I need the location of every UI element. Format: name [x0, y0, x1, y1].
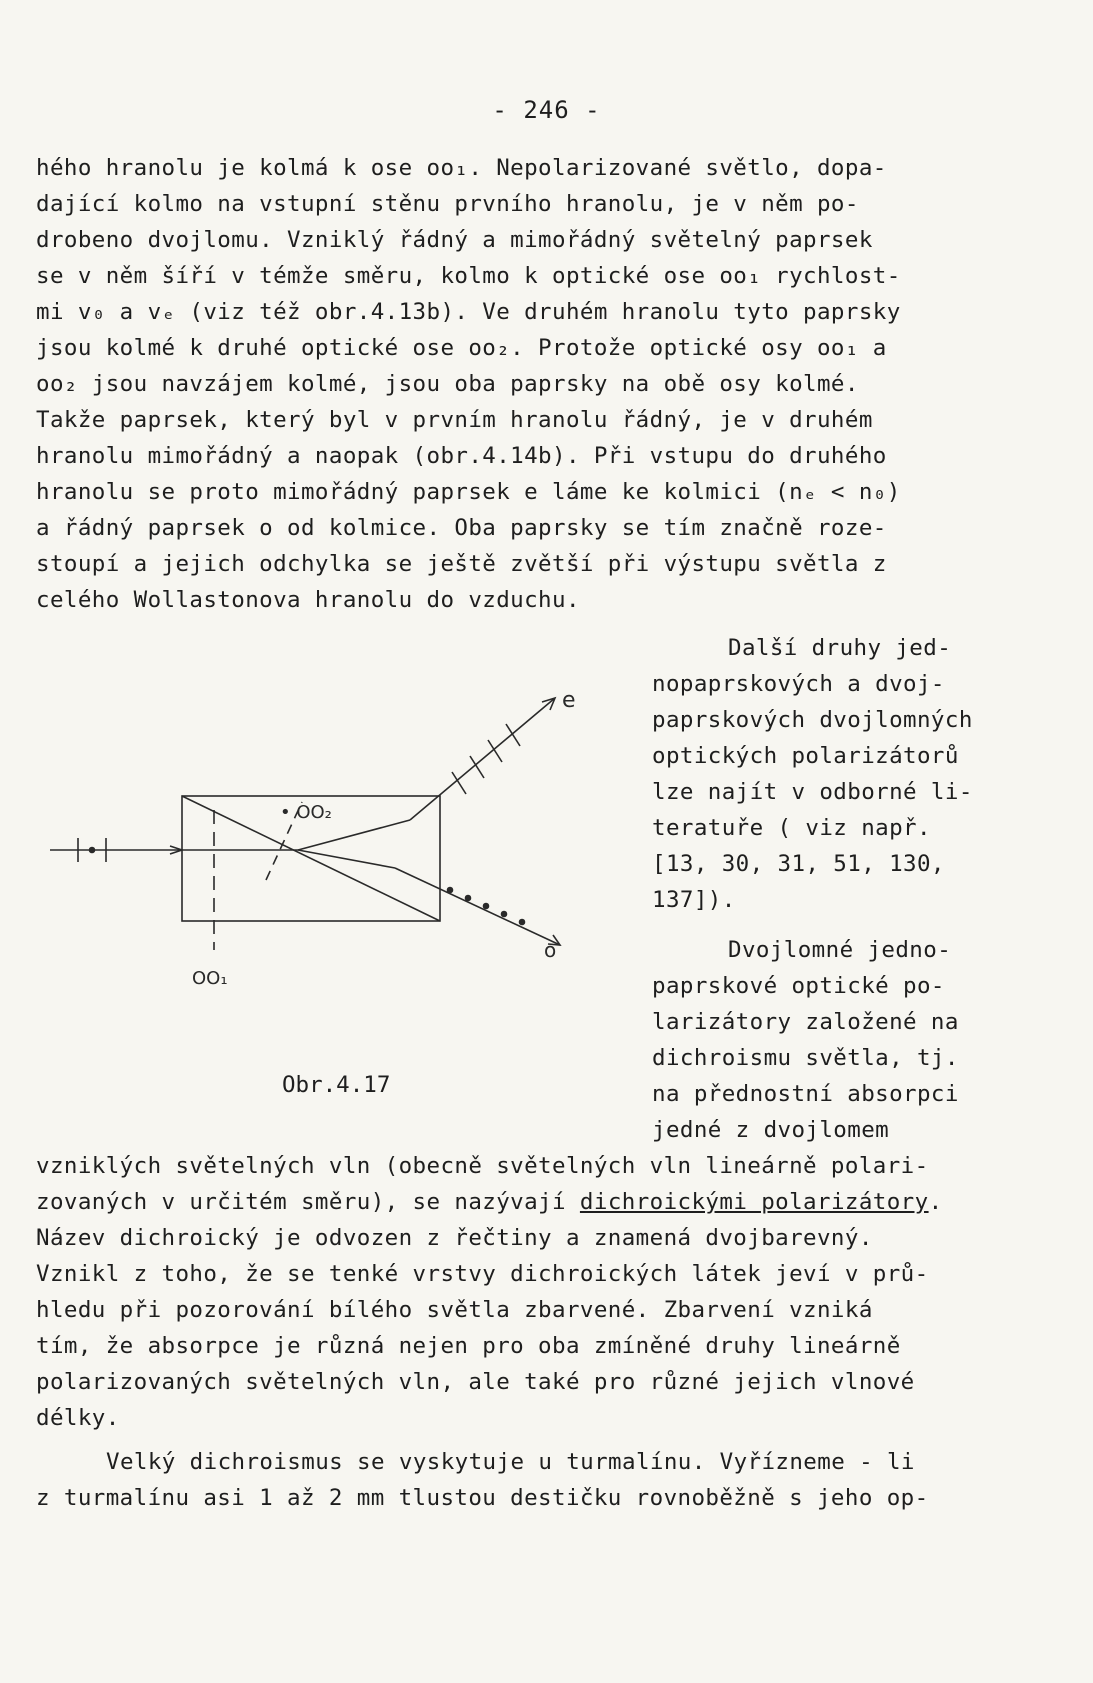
text-line: jsou kolmé k druhé optické ose oo₂. Protože optické osy oo₁ a	[36, 335, 887, 361]
ray-o-dot	[466, 896, 471, 901]
side-text-line: na přednostní absorpci	[652, 1081, 959, 1107]
side-text-line: Další druhy jed-	[728, 635, 952, 661]
text-line: oo₂ jsou navzájem kolmé, jsou oba paprsky na obě osy kolmé.	[36, 371, 859, 397]
text-line: z turmalínu asi 1 až 2 mm tlustou destičku rovnoběžně s jeho op-	[36, 1485, 929, 1511]
label-e: e	[562, 688, 576, 713]
text-line: vzniklých světelných vln (obecně světelných vln lineárně polari-	[36, 1153, 929, 1179]
figure-caption: Obr.4.17	[282, 1072, 391, 1098]
text-line: Velký dichroismus se vyskytuje u turmalínu. Vyřízneme - li	[106, 1449, 915, 1475]
ray-o-dot	[484, 904, 489, 909]
ray-o-dot	[448, 888, 453, 893]
side-text-line: paprskových dvojlomných	[652, 707, 973, 733]
page-number: - 246 -	[492, 96, 601, 124]
text-line: stoupí a jejich odchylka se ještě zvětší při výstupu světla z	[36, 551, 887, 577]
side-text-line: paprskové optické po-	[652, 973, 945, 999]
text-line: hledu při pozorování bílého světla zbarvené. Zbarvení vzniká	[36, 1297, 873, 1323]
side-text-line: larizátory založené na	[652, 1009, 959, 1035]
side-text-line: teratuře ( viz např.	[652, 815, 931, 841]
text-segment: zovaných v určitém směru), se nazývají	[36, 1189, 566, 1215]
side-text-line: nopaprskových a dvoj-	[652, 671, 945, 697]
label-o: o	[544, 938, 557, 962]
wollaston-prism-diagram	[40, 690, 640, 1070]
text-line: tím, že absorpce je různá nejen pro oba zmíněné druhy lineárně	[36, 1333, 901, 1359]
side-text-line: Dvojlomné jedno-	[728, 937, 952, 963]
polarization-dot	[90, 848, 95, 853]
text-line: celého Wollastonova hranolu do vzduchu.	[36, 587, 580, 613]
text-line: hranolu mimořádný a naopak (obr.4.14b). Při vstupu do druhého	[36, 443, 887, 469]
side-text-line: dichroismu světla, tj.	[652, 1045, 959, 1071]
text-line: Vznikl z toho, že se tenké vrstvy dichroických látek jeví v prů-	[36, 1261, 929, 1287]
wollaston-prism-figure	[40, 690, 640, 1070]
side-text-line: [13, 30, 31, 51, 130,	[652, 851, 945, 877]
text-line	[36, 1186, 943, 1218]
text-line: mi v₀ a vₑ (viz též obr.4.13b). Ve druhém hranolu tyto paprsky	[36, 299, 901, 325]
text-line: hranolu se proto mimořádný paprsek e láme ke kolmici (nₑ < n₀)	[36, 479, 901, 505]
text-line: Název dichroický je odvozen z řečtiny a znamená dvojbarevný.	[36, 1225, 873, 1251]
text-line: a řádný paprsek o od kolmice. Oba paprsky se tím značně roze-	[36, 515, 887, 541]
ray-e-tick	[506, 724, 520, 746]
term-dichroic-polarizers: dichroickými polarizátory	[579, 1189, 929, 1215]
text-line: Takže paprsek, který byl v prvním hranolu řádný, je v druhém	[36, 407, 873, 433]
side-text-line: 137]).	[652, 887, 736, 913]
side-text-line: lze najít v odborné li-	[652, 779, 973, 805]
side-text-line: jedné z dvojlomem	[652, 1117, 890, 1143]
ray-o-outside	[395, 868, 560, 945]
ray-o-dot	[502, 912, 507, 917]
text-line: dající kolmo na vstupní stěnu prvního hranolu, je v něm po-	[36, 191, 859, 217]
label-oo2: • OO₂	[280, 802, 332, 823]
ray-e-inside	[298, 820, 410, 850]
label-oo1: OO₁	[192, 968, 228, 989]
ray-e-tick	[488, 740, 502, 762]
text-line: hého hranolu je kolmá k ose oo₁. Nepolarizované světlo, dopa-	[36, 155, 887, 181]
side-text-line: optických polarizátorů	[652, 743, 959, 769]
text-line: délky.	[36, 1405, 120, 1431]
ray-o-dot	[520, 920, 525, 925]
text-line: se v něm šíří v témže směru, kolmo k optické ose oo₁ rychlost-	[36, 263, 901, 289]
text-segment: .	[928, 1189, 943, 1215]
text-line: polarizovaných světelných vln, ale také pro různé jejich vlnové	[36, 1369, 915, 1395]
text-line: drobeno dvojlomu. Vzniklý řádný a mimořádný světelný paprsek	[36, 227, 873, 253]
ray-e-outside	[410, 698, 555, 820]
